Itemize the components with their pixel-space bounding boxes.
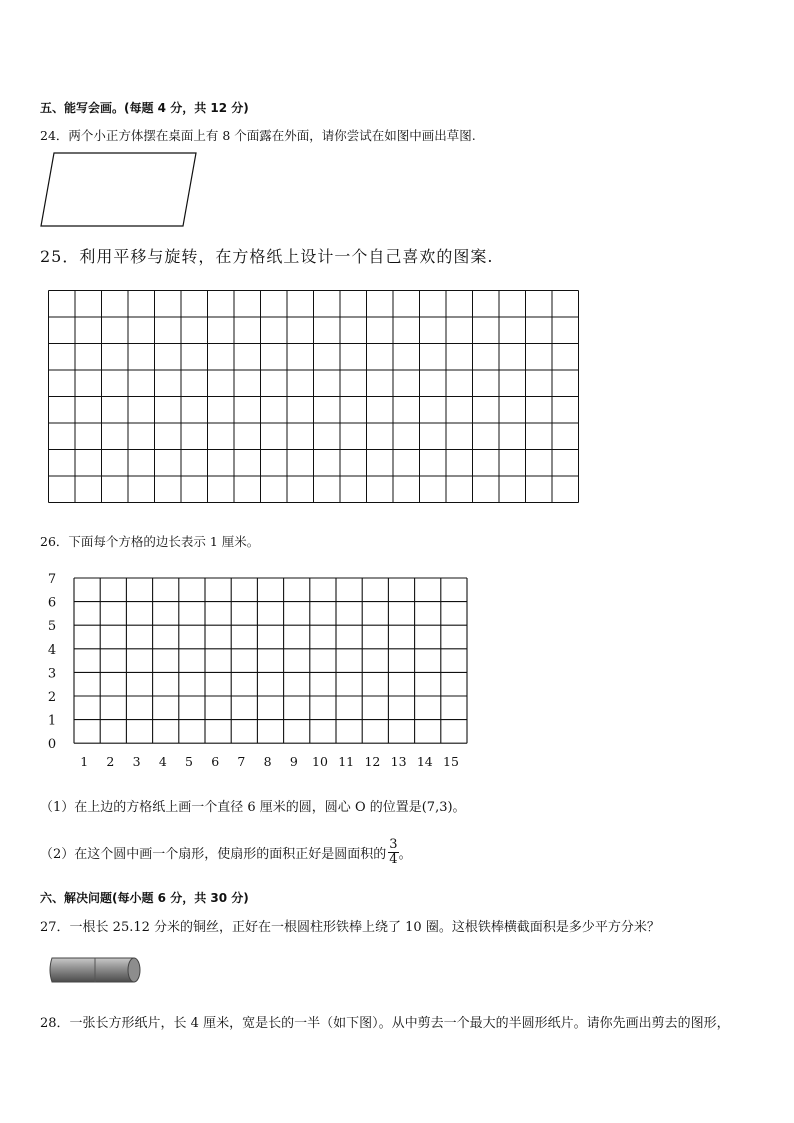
- y-axis-label: 2: [47, 690, 57, 705]
- fraction-numerator: 3: [389, 837, 398, 852]
- x-axis-label: 3: [132, 754, 141, 770]
- y-axis-label: 7: [47, 572, 57, 587]
- x-axis-label: 11: [338, 754, 355, 770]
- question-27-text: 27．一根长 25.12 分米的铜丝，正好在一根圆柱形铁棒上绕了 10 圈。这根铁棒横截面积是多少平方分米？: [40, 920, 660, 935]
- question-26-part-1: （1）在上边的方格纸上画一个直径 6 厘米的圆，圆心 O 的位置是(7,3)。: [40, 800, 466, 815]
- question-26-text: 26．下面每个方格的边长表示 1 厘米。: [40, 534, 260, 549]
- coordinate-grid: [30, 566, 490, 772]
- x-axis-label: 12: [364, 754, 381, 770]
- question-28-text: 28．一张长方形纸片，长 4 厘米，宽是长的一半（如下图）。从中剪去一个最大的半圆形纸片。请你先画出剪去的图形，: [40, 1016, 730, 1031]
- section-6-heading: 六、解决问题(每小题 6 分，共 30 分): [40, 891, 249, 905]
- section-5-heading: 五、能写会画。(每题 4 分，共 12 分): [40, 101, 249, 115]
- y-axis-label: 6: [47, 595, 57, 611]
- y-axis-label: 4: [47, 642, 57, 658]
- x-axis-label: 2: [106, 754, 115, 770]
- x-axis-label: 4: [158, 754, 167, 770]
- parallelogram-figure: [38, 150, 200, 230]
- question-26-part-2: [40, 838, 412, 867]
- x-axis-label: 13: [390, 754, 407, 770]
- x-axis-label: 15: [443, 754, 459, 770]
- x-axis-label: 8: [263, 754, 272, 770]
- question-26-part-2-text: （2）在这个圆中画一个扇形，使扇形的面积正好是圆面积的: [40, 847, 387, 862]
- x-axis-label: 9: [289, 754, 298, 770]
- y-axis-label: 0: [47, 737, 57, 753]
- x-axis-label: 6: [211, 754, 220, 770]
- iron-rod-image: [46, 954, 146, 988]
- y-axis-label: 1: [47, 713, 57, 729]
- x-axis-label: 5: [185, 754, 193, 770]
- x-axis-label: 10: [312, 754, 328, 770]
- fraction-denominator: 4: [389, 852, 398, 867]
- fraction-three-quarters: [388, 838, 398, 867]
- design-grid: [48, 290, 579, 503]
- question-24-text: 24．两个小正方体摆在桌面上有 8 个面露在外面，请你尝试在如图中画出草图.: [40, 128, 476, 143]
- question-26-part-2-end: 。: [398, 847, 412, 862]
- x-axis-label: 7: [237, 754, 246, 770]
- x-axis-label: 1: [80, 754, 89, 770]
- y-axis-label: 5: [47, 619, 57, 635]
- y-axis-label: 3: [47, 666, 57, 682]
- question-25-text: 25．利用平移与旋转，在方格纸上设计一个自己喜欢的图案.: [40, 247, 494, 266]
- x-axis-label: 14: [416, 754, 433, 770]
